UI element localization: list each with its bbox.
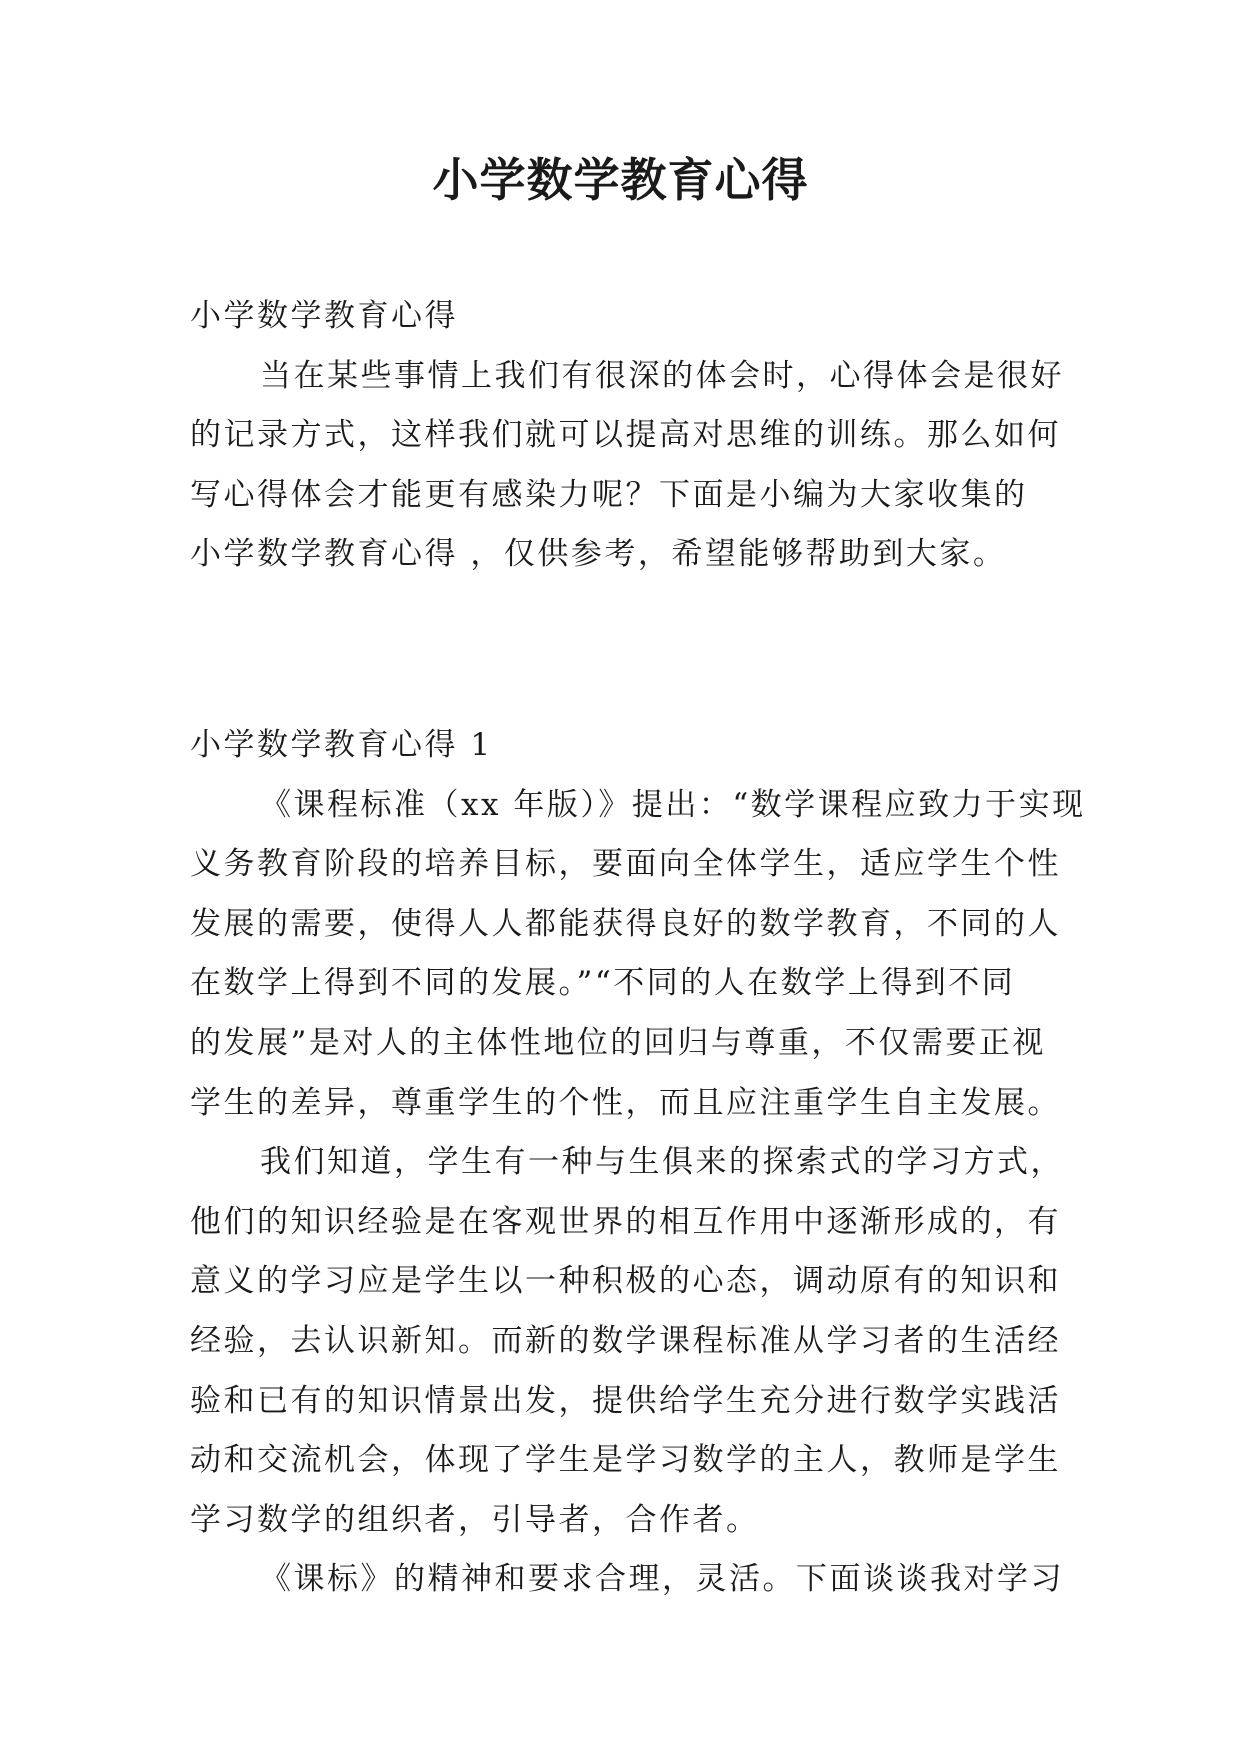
paragraph-line: 经验，去认识新知。而新的数学课程标准从学习者的生活经 <box>190 1322 1061 1359</box>
document-body <box>190 287 1086 1610</box>
intro-paragraph <box>190 347 1065 585</box>
paragraph-line: 小学数学教育心得 ，仅供参考，希望能够帮助到大家。 <box>190 536 1007 573</box>
paragraph-line: 《课程标准（xx 年版）》提出：“数学课程应致力于实现 <box>260 786 1086 823</box>
paragraph-line: 的发展”是对人的主体性地位的回归与尊重，不仅需要正视 <box>190 1024 1046 1061</box>
paragraph-line: 他们的知识经验是在客观世界的相互作用中逐渐形成的，有 <box>190 1203 1061 1240</box>
paragraph-line: 的记录方式，这样我们就可以提高对思维的训练。那么如何 <box>190 417 1061 454</box>
paragraph-line: 义务教育阶段的培养目标，要面向全体学生，适应学生个性 <box>190 846 1061 883</box>
paragraph-line: 意义的学习应是学生以一种积极的心态，调动原有的知识和 <box>190 1263 1061 1300</box>
section-spacer <box>190 585 1065 716</box>
paragraph-line: 我们知道，学生有一种与生俱来的探索式的学习方式， <box>260 1144 1064 1181</box>
paragraph-line: 学生的差异，尊重学生的个性，而且应注重学生自主发展。 <box>190 1084 1061 1121</box>
paragraph-1 <box>190 776 1086 1134</box>
section-heading: 小学数学教育心得 1 <box>190 726 493 763</box>
document-title: 小学数学教育心得 <box>432 153 809 207</box>
document-heading: 小学数学教育心得 <box>190 298 458 334</box>
paragraph-line: 在数学上得到不同的发展。”“不同的人在数学上得到不同 <box>190 965 1016 1002</box>
paragraph-line: 动和交流机会，体现了学生是学习数学的主人，教师是学生 <box>190 1442 1061 1479</box>
paragraph-line: 当在某些事情上我们有很深的体会时，心得体会是很好 <box>260 357 1064 394</box>
paragraph-3 <box>190 1550 1065 1610</box>
paragraph-line: 写心得体会才能更有感染力呢？下面是小编为大家收集的 <box>190 476 1028 513</box>
paragraph-line: 学习数学的组织者，引导者，合作者。 <box>190 1501 760 1538</box>
paragraph-line: 发展的需要，使得人人都能获得良好的数学教育，不同的人 <box>190 905 1061 942</box>
paragraph-line: 《课标》的精神和要求合理，灵活。下面谈谈我对学习 <box>260 1561 1064 1598</box>
paragraph-2 <box>190 1133 1065 1550</box>
paragraph-line: 验和已有的知识情景出发，提供给学生充分进行数学实践活 <box>190 1382 1061 1419</box>
